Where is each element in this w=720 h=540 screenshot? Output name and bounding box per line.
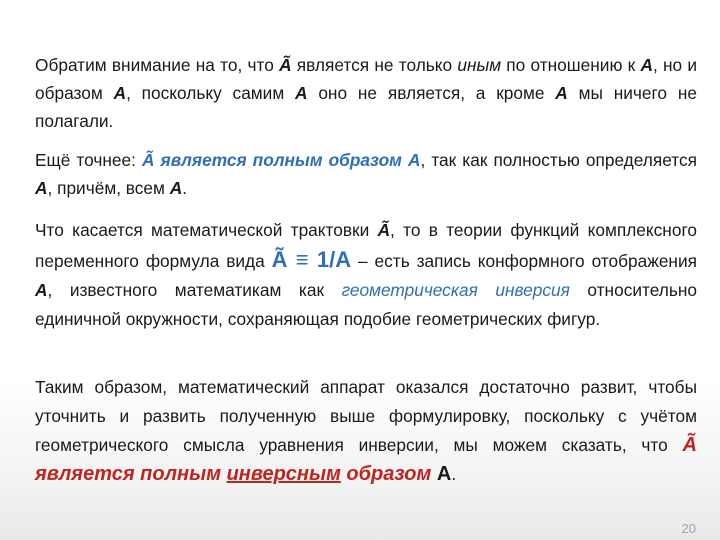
a-symbol: А: [35, 178, 48, 199]
paragraph-4: [35, 373, 697, 489]
text: оно не является, а кроме: [307, 83, 556, 104]
text: – есть запись конформного отображения: [351, 251, 697, 271]
text: , но и образом: [35, 55, 698, 104]
highlight-statement: Ã является полным образом А: [142, 150, 421, 170]
a-symbol: А: [640, 55, 653, 75]
text: .: [182, 178, 188, 199]
text: мы ничего не полагали.: [35, 83, 697, 132]
conclusion-text: Ã является полным: [35, 434, 697, 485]
text: , поскольку самим: [126, 83, 296, 104]
text: Ещё точнее:: [35, 150, 142, 170]
text: по отношению к: [501, 55, 641, 75]
a-symbol: А: [169, 178, 183, 199]
a-symbol: А: [436, 463, 452, 485]
a-tilde-symbol: Ã: [279, 55, 292, 75]
text: относительно единичной окружности, сохраняющая подобие геометрических фигур.: [35, 280, 697, 329]
inversion-formula: Ã ≡ 1/А: [271, 247, 352, 272]
conclusion-underlined-word: инверсным: [226, 463, 341, 485]
text: , так как полностью определяется: [420, 150, 697, 170]
a-tilde-symbol: Ã: [377, 220, 391, 240]
paragraph-2: [35, 146, 697, 202]
text: .: [451, 464, 457, 484]
text: Что касается математической трактовки: [35, 220, 378, 240]
a-symbol: А: [113, 83, 127, 104]
text: Таким образом, математический аппарат оказался достаточно развит, чтобы уточнить и развить полученную выше формулировку, поскольку с учётом геометрического смысла уравнения инверсии, мы можем сказать, что: [35, 377, 697, 455]
page-number: 20: [681, 521, 696, 536]
emphasis-text: иным: [457, 55, 502, 75]
text: , причём, всем: [47, 178, 170, 199]
paragraph-1: [35, 51, 697, 136]
text: является не только: [291, 55, 458, 75]
paragraph-3: [35, 216, 697, 334]
text: , известного математикам как: [47, 280, 342, 300]
a-symbol: А: [555, 83, 568, 104]
text: Обратим внимание на то, что: [35, 55, 280, 75]
conclusion-text: образом: [340, 463, 437, 485]
a-symbol: А: [35, 280, 48, 300]
text: , то в теории функций комплексного переменного формула вида: [35, 220, 697, 271]
a-symbol: А: [295, 83, 308, 104]
inversion-term: геометрическая инверсия: [341, 280, 570, 300]
